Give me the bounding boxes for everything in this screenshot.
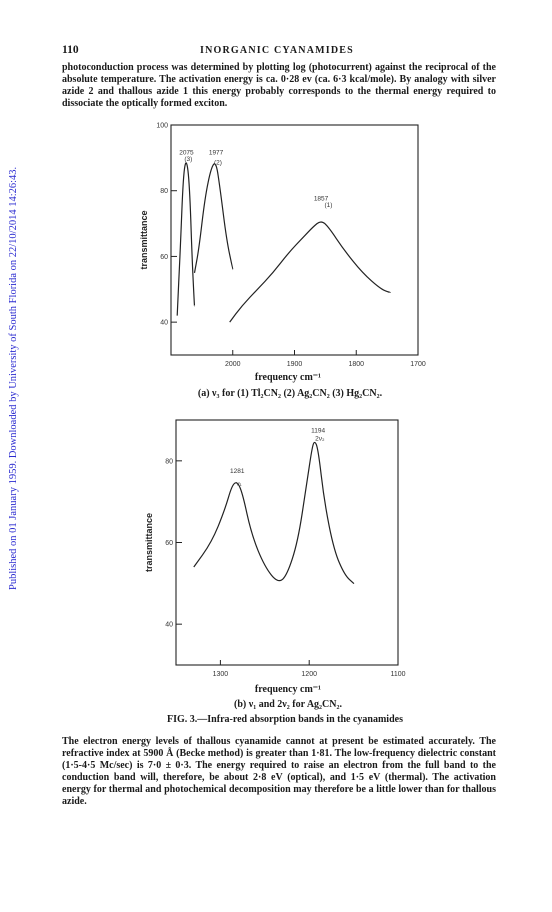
chart-a-xlabel: frequency cm⁻¹ [254, 372, 322, 383]
chart-a-series-line [230, 222, 391, 322]
paragraph-photoconduction: photoconduction process was determined by plotting log (photocurrent) against the reciprocal of the absolute temperature. The activation energy is ca. 0·28 ev (ca. 6·3 kcal/mole). By analogy with silver azide 2 and thallous azide 1 this energy probably corresponds to the thermal energy required to dissociate the optically formed exciton. [62, 62, 496, 109]
running-head: INORGANIC CYANAMIDES [200, 45, 354, 56]
chart-a-xtick-label: 1900 [286, 361, 303, 368]
chart-a-annotation: (2) [213, 159, 222, 167]
chart-a-ytick-label: 40 [160, 319, 168, 327]
page-number: 110 [62, 44, 79, 56]
chart-b-xtick-label: 1100 [390, 671, 406, 678]
chart-a-annotation: 1857 [313, 195, 329, 203]
chart-a-annotation: 2075 [179, 149, 194, 157]
paragraph-energy-levels: The electron energy levels of thallous cyanamide cannot at present be estimated accurately. The refractive index at 5900 Å (Becke method) is greater than 1·81. The low-frequency dielectric constant (1·5-4·5 Mc/sec) is 7·0 ± 0·3. The energy required to raise an electron from the full band to the conduction band will, therefore, be about 2·8 eV (optical), and 1·5 eV (thermal). The activation energy for thermal and photochemical decomposition may therefore be a little lower than for thallous azide. [62, 736, 496, 807]
chart-a-ytick-label: 100 [156, 122, 168, 130]
chart-b-xtick-label: 1200 [301, 671, 317, 678]
chart-b-frame [176, 420, 398, 665]
chart-b-annotation: 1281 [230, 468, 245, 476]
chart-a-series-line [177, 163, 194, 316]
chart-a-xtick-label: 1800 [348, 361, 365, 368]
chart-b-ytick-label: 40 [165, 621, 173, 629]
chart-a-annotation: (3) [184, 156, 193, 164]
chart-a-series-line [195, 164, 233, 273]
chart-b-xtick-label: 1300 [212, 671, 229, 678]
chart-b [144, 420, 406, 678]
chart-b-annotation: 1194 [311, 427, 326, 435]
chart-b-caption: (b) ν₁ and 2ν₂ for Ag₂CN₂. [234, 699, 342, 710]
chart-a-xtick-label: 2000 [224, 361, 241, 368]
chart-a-annotation: 1977 [208, 149, 224, 157]
figure-caption: FIG. 3.—Infra-red absorption bands in the cyanamides [167, 714, 403, 725]
chart-a-ylabel: transmittance [139, 210, 149, 270]
chart-b-annotation: 2ν₂ [315, 435, 325, 443]
provenance-text: Published on 01 January 1959. Downloaded by University of South Florida on 22/10/2014 14:26:43. [8, 166, 19, 590]
chart-a-frame [171, 125, 418, 355]
chart-a-annotation: (1) [324, 202, 333, 210]
chart-a-ytick-label: 60 [160, 253, 168, 261]
chart-b-xlabel: frequency cm⁻¹ [254, 684, 322, 695]
chart-a-caption: (a) ν₃ for (1) Tl₂CN₂ (2) Ag₂CN₂ (3) Hg₂CN₂. [197, 388, 383, 399]
chart-b-ylabel: transmittance [144, 512, 154, 573]
chart-b-series-line [194, 442, 354, 583]
chart-a-xtick-label: 1700 [410, 361, 426, 368]
chart-a-ytick-label: 80 [160, 188, 168, 196]
chart-b-ytick-label: 60 [165, 540, 173, 547]
chart-b-annotation: ν₁ [236, 480, 242, 488]
chart-a [139, 123, 426, 369]
chart-b-ytick-label: 80 [165, 458, 173, 466]
